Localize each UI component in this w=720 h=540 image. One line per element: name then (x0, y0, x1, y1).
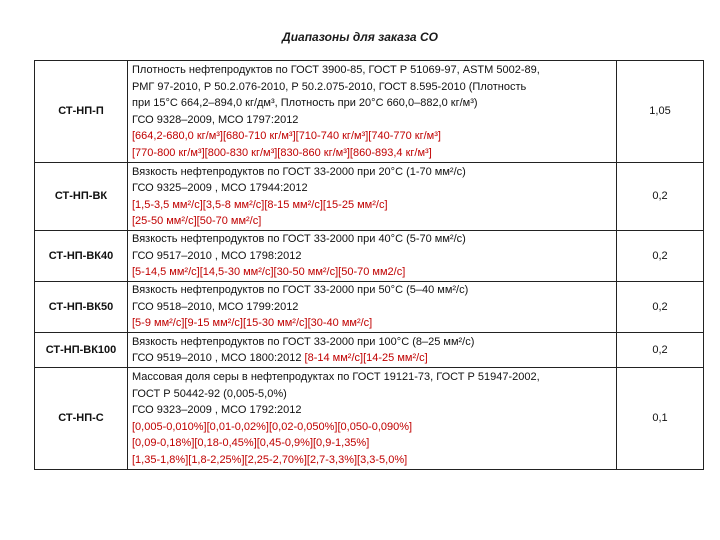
gso-text: ГСО 9519–2010 , МСО 1800:2012 (132, 352, 305, 364)
range-line: [1,35-1,8%][1,8-2,25%][2,25-2,70%][2,7-3,3%][3,3-5,0%] (132, 453, 408, 466)
row-description (128, 368, 617, 470)
co-ranges-table (34, 60, 704, 470)
desc-line: Вязкость нефтепродуктов по ГОСТ 33-2000 при 40°С (5-70 мм²/с) (132, 233, 466, 246)
range-line: [1,5-3,5 мм²/с][3,5-8 мм²/с][8-15 мм²/с][15-25 мм²/с] (132, 198, 388, 211)
row-description (128, 282, 617, 333)
desc-line: ГСО 9328–2009, МСО 1797:2012 (132, 113, 299, 126)
table-row (35, 282, 704, 333)
range-text: [8-14 мм²/с][14-25 мм²/с] (304, 352, 428, 364)
row-description (128, 163, 617, 231)
desc-line: Массовая доля серы в нефтепродуктах по ГОСТ 19121-73, ГОСТ Р 51947-2002, (132, 371, 540, 383)
table-row (35, 368, 704, 470)
row-code: СТ-НП-ВК40 (35, 231, 128, 282)
page-title: Диапазоны для заказа СО (282, 30, 438, 44)
desc-line: Вязкость нефтепродуктов по ГОСТ 33-2000 при 100°С (8–25 мм²/с) (132, 335, 475, 348)
table-row (35, 231, 704, 282)
desc-line: ГОСТ Р 50442-92 (0,005-5,0%) (132, 387, 287, 400)
table-row (35, 163, 704, 231)
desc-line: ГСО 9325–2009 , МСО 17944:2012 (132, 182, 308, 194)
desc-line: Плотность нефтепродуктов по ГОСТ 3900-85, ГОСТ Р 51069-97, ASTM 5002-89, (132, 64, 540, 76)
row-code: СТ-НП-П (35, 61, 128, 163)
range-line: [0,005-0,010%][0,01-0,02%][0,02-0,050%][0,050-0,090%] (132, 420, 413, 433)
table-row (35, 61, 704, 163)
desc-line-mixed (132, 350, 612, 367)
row-value: 1,05 (617, 61, 704, 163)
row-value: 0,2 (617, 282, 704, 333)
desc-line: ГСО 9323–2009 , МСО 1792:2012 (132, 404, 302, 416)
row-value: 0,2 (617, 231, 704, 282)
desc-line: при 15°С 664,2–894,0 кг/дм³, Плотность при 20°С 660,0–882,0 кг/м³) (132, 97, 478, 109)
row-code: СТ-НП-С (35, 368, 128, 470)
desc-line: ГСО 9518–2010, МСО 1799:2012 (132, 300, 299, 313)
desc-line: Вязкость нефтепродуктов по ГОСТ 33-2000 при 20°С (1-70 мм²/с) (132, 165, 466, 178)
row-description (128, 231, 617, 282)
range-line: [25-50 мм²/с][50-70 мм²/с] (132, 215, 262, 227)
row-code: СТ-НП-ВК100 (35, 333, 128, 368)
table-row (35, 333, 704, 368)
row-value: 0,2 (617, 163, 704, 231)
desc-line: ГСО 9517–2010 , МСО 1798:2012 (132, 249, 302, 262)
row-code: СТ-НП-ВК (35, 163, 128, 231)
range-line: [770-800 кг/м³][800-830 кг/м³][830-860 кг/м³][860-893,4 кг/м³] (132, 146, 432, 159)
row-code: СТ-НП-ВК50 (35, 282, 128, 333)
row-value: 0,1 (617, 368, 704, 470)
row-value: 0,2 (617, 333, 704, 368)
desc-line: РМГ 97-2010, Р 50.2.076-2010, Р 50.2.075-2010, ГОСТ 8.595-2010 (Плотность (132, 80, 527, 93)
range-line: [664,2-680,0 кг/м³][680-710 кг/м³][710-740 кг/м³][740-770 кг/м³] (132, 130, 441, 142)
range-line: [5-9 мм²/с][9-15 мм²/с][15-30 мм²/с][30-40 мм²/с] (132, 317, 373, 330)
range-line: [5-14,5 мм²/с][14,5-30 мм²/с][30-50 мм²/с][50-70 мм2/с] (132, 266, 406, 279)
range-line: [0,09-0,18%][0,18-0,45%][0,45-0,9%][0,9-1,35%] (132, 437, 370, 449)
row-description (128, 333, 617, 368)
desc-line: Вязкость нефтепродуктов по ГОСТ 33-2000 при 50°С (5–40 мм²/с) (132, 284, 469, 297)
row-description (128, 61, 617, 163)
